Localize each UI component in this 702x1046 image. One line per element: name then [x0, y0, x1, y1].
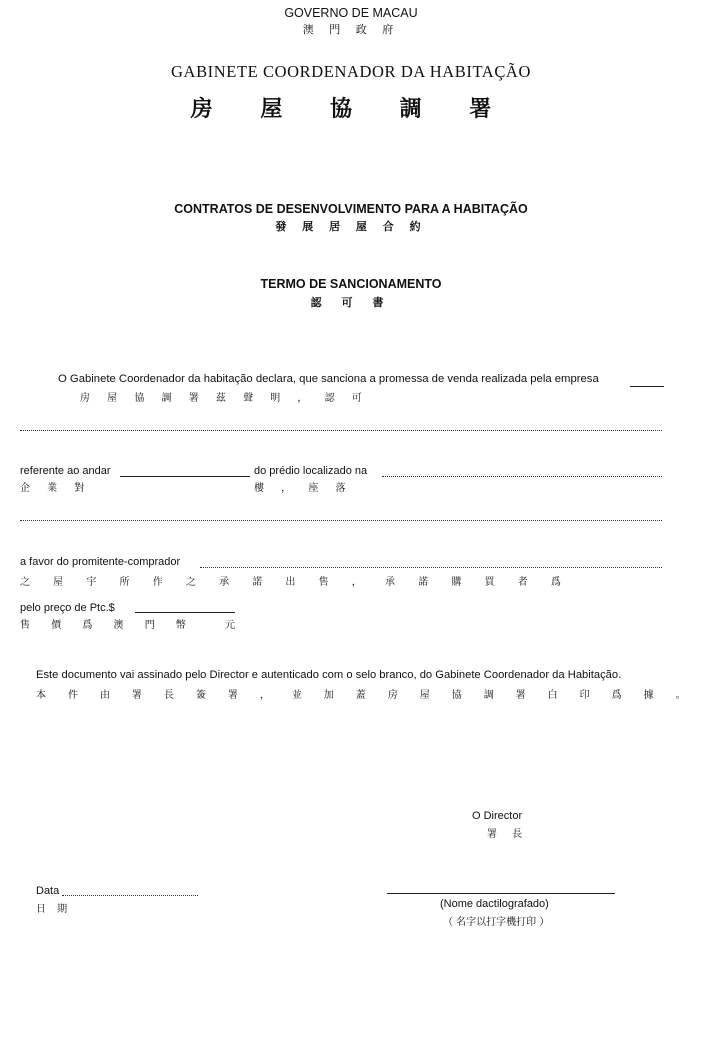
buyer-label: a favor do promitente-comprador: [20, 556, 181, 568]
floor-label-zh: 企 業 對: [20, 483, 92, 494]
director-title-zh: 署 長: [487, 829, 529, 840]
price-label-zh: 售 價 爲 澳 門 幣: [20, 620, 195, 631]
price-label: pelo preço de Ptc.$: [20, 602, 115, 614]
floor-field[interactable]: [120, 476, 250, 477]
buyer-field[interactable]: [200, 567, 662, 568]
cabinet-title: GABINETE COORDENADOR DA HABITAÇÃO: [171, 62, 531, 81]
declaration-text: O Gabinete Coordenador da habitação declara, que sanciona a promessa de venda realizada pela empresa: [58, 373, 599, 385]
building-label-zh: 樓 ， 座 落: [254, 483, 353, 494]
building-label: do prédio localizado na: [254, 465, 368, 477]
declaration-text-zh: 房 屋 協 調 署 茲 聲 明 ， 認 可: [80, 393, 369, 404]
date-label-zh: 日 期: [36, 904, 72, 915]
government-title-zh: 澳 門 政 府: [302, 23, 400, 36]
date-label: Data: [36, 885, 60, 897]
contract-title: CONTRATOS DE DESENVOLVIMENTO PARA A HABITAÇÃO: [174, 202, 528, 216]
company-field[interactable]: [630, 386, 664, 387]
cabinet-title-zh: 房 屋 協 調 署: [190, 97, 512, 122]
company-field-line-2[interactable]: [20, 430, 662, 431]
floor-label: referente ao andar: [20, 465, 111, 477]
price-field[interactable]: [135, 612, 235, 613]
building-location-field[interactable]: [382, 476, 662, 477]
date-field[interactable]: [62, 895, 198, 896]
price-unit-zh: 元: [225, 620, 235, 631]
buyer-label-zh: 之 屋 宇 所 作 之 承 諾 出 售 ， 承 諾 購 買 者 爲: [20, 577, 571, 588]
building-location-field-line-2[interactable]: [20, 520, 662, 521]
government-title: GOVERNO DE MACAU: [284, 6, 418, 20]
typed-name-label: (Nome dactilografado): [440, 898, 549, 910]
contract-title-zh: 發 展 居 屋 合 約: [275, 220, 427, 233]
authentication-text: Este documento vai assinado pelo Director e autenticado com o selo branco, do Gabinete Coordenador da Habitação.: [36, 669, 622, 681]
typed-name-label-zh: （ 名字以打字機打印 ）: [443, 917, 550, 928]
director-title: O Director: [472, 810, 523, 822]
signature-line[interactable]: [387, 893, 615, 894]
term-title: TERMO DE SANCIONAMENTO: [260, 277, 442, 291]
authentication-text-zh: 本 件 由 署 長 簽 署 ， 並 加 蓋 房 屋 協 調 署 白 印 爲 據 。: [36, 690, 695, 701]
term-title-zh: 認 可 書: [310, 296, 392, 309]
